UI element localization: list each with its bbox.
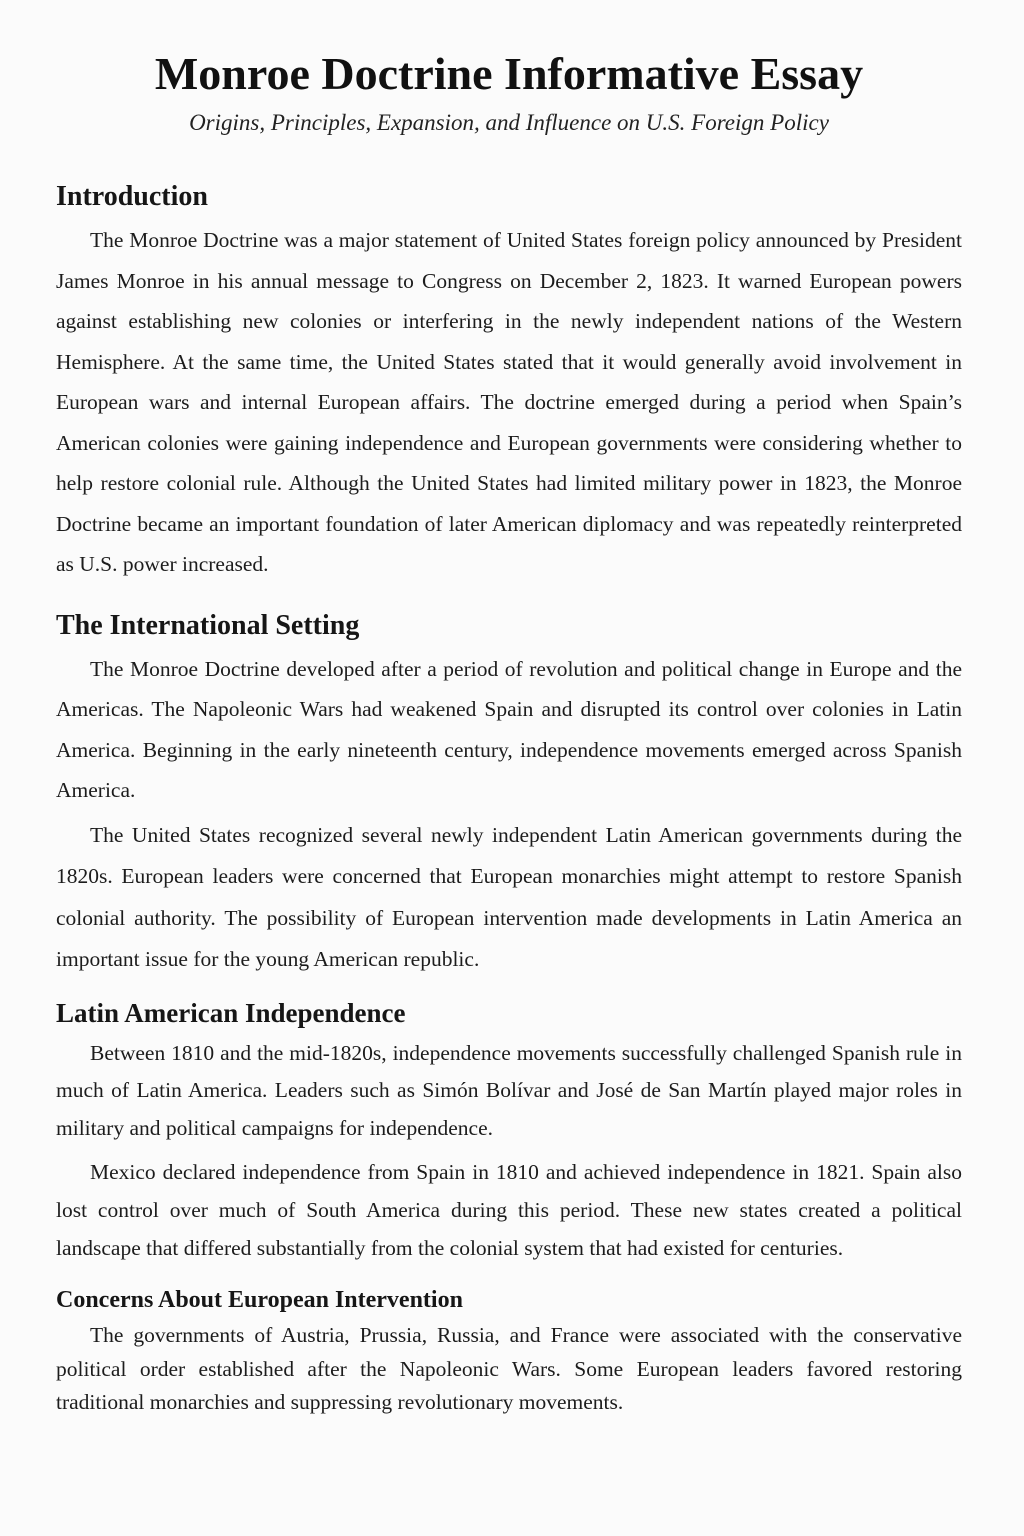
paragraph: Between 1810 and the mid-1820s, independence movements successfully challenged Spanish rule in much of Latin America. Leaders such as Simón Bolívar and José de San Martín played major roles in military and political campaigns for independence. bbox=[56, 1040, 962, 1140]
section-heading: Latin American Independence bbox=[56, 997, 406, 1028]
section-heading: The International Setting bbox=[56, 609, 360, 641]
section-international-setting bbox=[56, 609, 962, 981]
section-heading: Introduction bbox=[56, 181, 208, 212]
page-title: Monroe Doctrine Informative Essay bbox=[154, 48, 864, 99]
page-subtitle: Origins, Principles, Expansion, and Influence on U.S. Foreign Policy bbox=[189, 110, 829, 135]
paragraph: The United States recognized several newly independent Latin American governments during the 1820s. European leaders were concerned that European monarchies might attempt to restore Spanish colonial authority. The possibility of European intervention made developments in Latin America an important issue for the young American republic. bbox=[56, 822, 962, 971]
section-introduction bbox=[56, 180, 962, 585]
paragraph: The Monroe Doctrine developed after a period of revolution and political change in Europe and the Americas. The Napoleonic Wars had weakened Spain and disrupted its control over colonies in Latin America. Beginning in the early nineteenth century, independence movements emerged across Spanish America. bbox=[56, 656, 962, 802]
paragraph: Mexico declared independence from Spain in 1810 and achieved independence in 1821. Spain also lost control over much of South America during this period. These new states created a political landscape that differed substantially from the colonial system that had existed for centuries. bbox=[56, 1160, 962, 1260]
subsection-heading: Concerns About European Intervention bbox=[56, 1287, 463, 1313]
section-european-intervention bbox=[56, 1285, 962, 1420]
paragraph: The governments of Austria, Prussia, Russia, and France were associated with the conservative political order established after the Napoleonic Wars. Some European leaders favored restoring traditional monarchies and suppressing revolutionary movements. bbox=[56, 1323, 962, 1414]
paragraph: The Monroe Doctrine was a major statement of United States foreign policy announced by President James Monroe in his annual message to Congress on December 2, 1823. It warned European powers against establishing new colonies or interfering in the newly independent nations of the Western Hemisphere. At the same time, the United States stated that it would generally avoid involvement in European wars and internal European affairs. The doctrine emerged during a period when Spain’s American colonies were gaining independence and European governments were considering whether to help restore colonial rule. Although the United States had limited military power in 1823, the Monroe Doctrine became an important foundation of later American diplomacy and was repeatedly reinterpreted as U.S. power increased. bbox=[56, 228, 962, 576]
section-latin-american-independence bbox=[56, 997, 962, 1268]
essay-page bbox=[56, 0, 962, 1420]
